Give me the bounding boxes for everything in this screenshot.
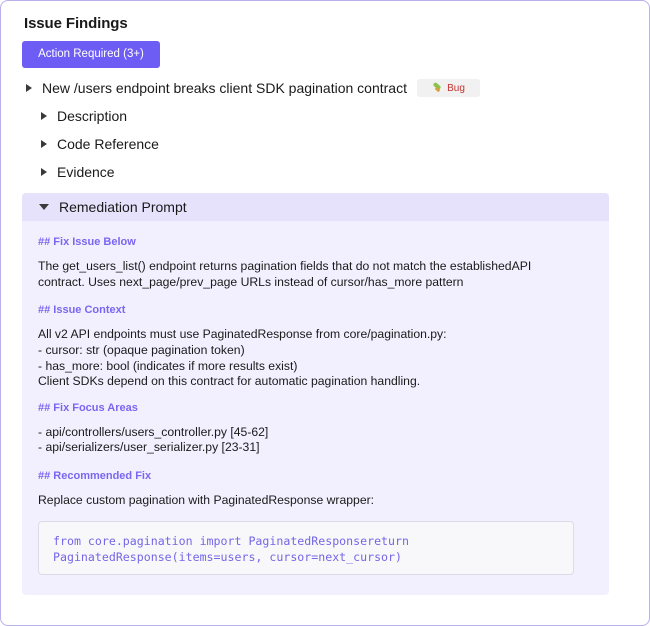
section-description[interactable]	[41, 107, 127, 125]
section-remediation-label: Remediation Prompt	[59, 199, 187, 215]
issue-toggle[interactable]	[26, 79, 407, 97]
section-description-label: Description	[57, 108, 128, 124]
code-block	[38, 521, 574, 575]
action-required-button[interactable]: Action Required (3+)	[22, 41, 160, 68]
section-evidence-label: Evidence	[57, 164, 115, 180]
recommended-fix-heading: ## Recommended Fix	[38, 470, 152, 482]
code-line-1: from core.pagination import PaginatedResponsereturn	[53, 534, 409, 548]
fix-issue-line-2: contract. Uses next_page/prev_page URLs instead of cursor/has_more pattern	[38, 275, 464, 289]
fix-issue-line-1: The get_users_list() endpoint returns pagination fields that do not match the establishedAPI	[38, 259, 532, 273]
issue-context-heading: ## Issue Context	[38, 304, 126, 316]
recommended-fix-text: Replace custom pagination with PaginatedResponse wrapper:	[38, 493, 375, 507]
section-remediation-prompt[interactable]	[22, 193, 609, 221]
caret-right-icon	[41, 168, 47, 176]
caret-right-icon	[26, 84, 32, 92]
issue-title: New /users endpoint breaks client SDK pagination contract	[42, 80, 407, 96]
section-code-reference[interactable]	[41, 135, 159, 153]
bug-icon	[432, 83, 442, 93]
section-code-reference-label: Code Reference	[57, 136, 159, 152]
fix-focus-line-2: - api/serializers/user_serializer.py [23-31]	[38, 440, 260, 454]
issue-context-line-2: - cursor: str (opaque pagination token)	[38, 343, 245, 357]
code-line-2: PaginatedResponse(items=users, cursor=next_cursor)	[53, 550, 403, 564]
caret-right-icon	[41, 112, 47, 120]
issue-context-line-3: - has_more: bool (indicates if more results exist)	[38, 359, 298, 373]
fix-focus-heading: ## Fix Focus Areas	[38, 402, 138, 414]
issue-context-line-4: Client SDKs depend on this contract for automatic pagination handling.	[38, 374, 421, 388]
page-title: Issue Findings	[24, 15, 128, 32]
fix-issue-heading: ## Fix Issue Below	[38, 236, 136, 248]
issue-context-line-1: All v2 API endpoints must use PaginatedResponse from core/pagination.py:	[38, 327, 447, 341]
caret-right-icon	[41, 140, 47, 148]
caret-down-icon	[39, 204, 49, 210]
remediation-panel	[22, 193, 609, 595]
fix-focus-line-1: - api/controllers/users_controller.py [45-62]	[38, 425, 269, 439]
section-evidence[interactable]	[41, 163, 115, 181]
bug-badge	[417, 79, 480, 97]
bug-badge-label: Bug	[447, 82, 465, 94]
